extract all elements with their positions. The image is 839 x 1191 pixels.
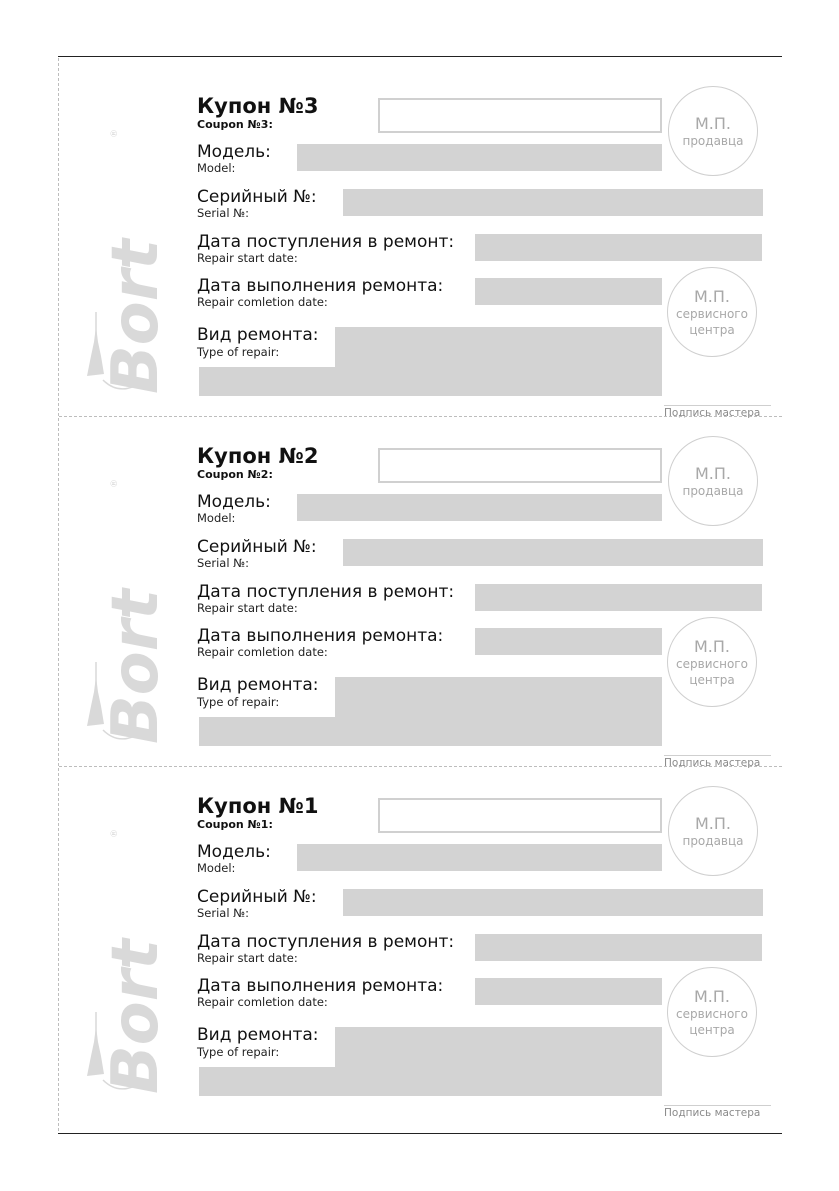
signature-line[interactable] <box>664 1105 771 1106</box>
serial-label: Серийный №: <box>197 187 317 207</box>
seller-stamp: М.П. продавца <box>668 436 758 526</box>
repair-start-field[interactable] <box>475 584 762 611</box>
repair-completion-label: Дата выполнения ремонта: <box>197 626 444 646</box>
coupon-3 <box>59 66 782 419</box>
cut-line <box>59 416 782 417</box>
logo-wordmark: Bort <box>99 589 173 744</box>
serial-label: Серийный №: <box>197 537 317 557</box>
logo-wordmark: Bort <box>99 239 173 394</box>
coupon-number-field[interactable] <box>378 798 662 833</box>
serial-field[interactable] <box>343 189 763 216</box>
repair-completion-label: Дата выполнения ремонта: <box>197 276 444 296</box>
coupon-subtitle: Coupon №1: <box>197 818 273 831</box>
registered-mark: ® <box>110 829 120 838</box>
model-label: Модель: <box>197 842 271 862</box>
bort-logo <box>77 94 177 404</box>
service-center-stamp: М.П. сервисного центра <box>667 267 757 357</box>
model-field[interactable] <box>297 494 662 521</box>
coupon-title: Купон №3 <box>197 94 319 118</box>
repair-start-sublabel: Repair start date: <box>197 251 298 265</box>
repair-start-sublabel: Repair start date: <box>197 951 298 965</box>
repair-completion-sublabel: Repair comletion date: <box>197 995 328 1009</box>
repair-completion-sublabel: Repair comletion date: <box>197 295 328 309</box>
seller-stamp: М.П. продавца <box>668 786 758 876</box>
signature-line[interactable] <box>664 755 771 756</box>
repair-type-label: Вид ремонта: <box>197 1025 319 1045</box>
serial-field[interactable] <box>343 539 763 566</box>
cut-line <box>59 766 782 767</box>
repair-type-field[interactable] <box>335 327 662 367</box>
model-field[interactable] <box>297 844 662 871</box>
repair-type-field-extension[interactable] <box>199 367 662 396</box>
repair-start-sublabel: Repair start date: <box>197 601 298 615</box>
service-center-stamp: М.П. сервисного центра <box>667 617 757 707</box>
repair-type-label: Вид ремонта: <box>197 325 319 345</box>
repair-completion-sublabel: Repair comletion date: <box>197 645 328 659</box>
repair-type-field[interactable] <box>335 1027 662 1067</box>
model-sublabel: Model: <box>197 511 236 525</box>
repair-type-field[interactable] <box>335 677 662 717</box>
repair-start-field[interactable] <box>475 934 762 961</box>
repair-type-sublabel: Type of repair: <box>197 1045 280 1059</box>
coupon-title: Купон №2 <box>197 444 319 468</box>
serial-field[interactable] <box>343 889 763 916</box>
repair-type-sublabel: Type of repair: <box>197 695 280 709</box>
model-field[interactable] <box>297 144 662 171</box>
coupon-title: Купон №1 <box>197 794 319 818</box>
repair-start-label: Дата поступления в ремонт: <box>197 582 455 602</box>
master-signature-label: Подпись мастера <box>664 757 761 769</box>
registered-mark: ® <box>110 479 120 488</box>
bort-logo <box>77 794 177 1104</box>
repair-completion-field[interactable] <box>475 628 662 655</box>
repair-completion-field[interactable] <box>475 278 662 305</box>
serial-label: Серийный №: <box>197 887 317 907</box>
logo-wordmark: Bort <box>99 939 173 1094</box>
repair-type-field-extension[interactable] <box>199 1067 662 1096</box>
repair-start-field[interactable] <box>475 234 762 261</box>
service-center-stamp: М.П. сервисного центра <box>667 967 757 1057</box>
model-sublabel: Model: <box>197 861 236 875</box>
master-signature-label: Подпись мастера <box>664 1107 761 1119</box>
top-rule <box>58 56 782 57</box>
master-signature-label: Подпись мастера <box>664 407 761 419</box>
serial-sublabel: Serial №: <box>197 206 250 220</box>
repair-completion-field[interactable] <box>475 978 662 1005</box>
coupon-number-field[interactable] <box>378 448 662 483</box>
serial-sublabel: Serial №: <box>197 906 250 920</box>
coupon-number-field[interactable] <box>378 98 662 133</box>
coupon-1 <box>59 766 782 1119</box>
bottom-rule <box>58 1133 782 1134</box>
model-label: Модель: <box>197 142 271 162</box>
repair-type-label: Вид ремонта: <box>197 675 319 695</box>
coupon-subtitle: Coupon №3: <box>197 118 273 131</box>
repair-type-field-extension[interactable] <box>199 717 662 746</box>
model-sublabel: Model: <box>197 161 236 175</box>
repair-type-sublabel: Type of repair: <box>197 345 280 359</box>
bort-logo <box>77 444 177 754</box>
serial-sublabel: Serial №: <box>197 556 250 570</box>
seller-stamp: М.П. продавца <box>668 86 758 176</box>
signature-line[interactable] <box>664 405 771 406</box>
repair-start-label: Дата поступления в ремонт: <box>197 232 455 252</box>
repair-start-label: Дата поступления в ремонт: <box>197 932 455 952</box>
coupon-2 <box>59 416 782 769</box>
model-label: Модель: <box>197 492 271 512</box>
coupon-subtitle: Coupon №2: <box>197 468 273 481</box>
registered-mark: ® <box>110 129 120 138</box>
repair-completion-label: Дата выполнения ремонта: <box>197 976 444 996</box>
